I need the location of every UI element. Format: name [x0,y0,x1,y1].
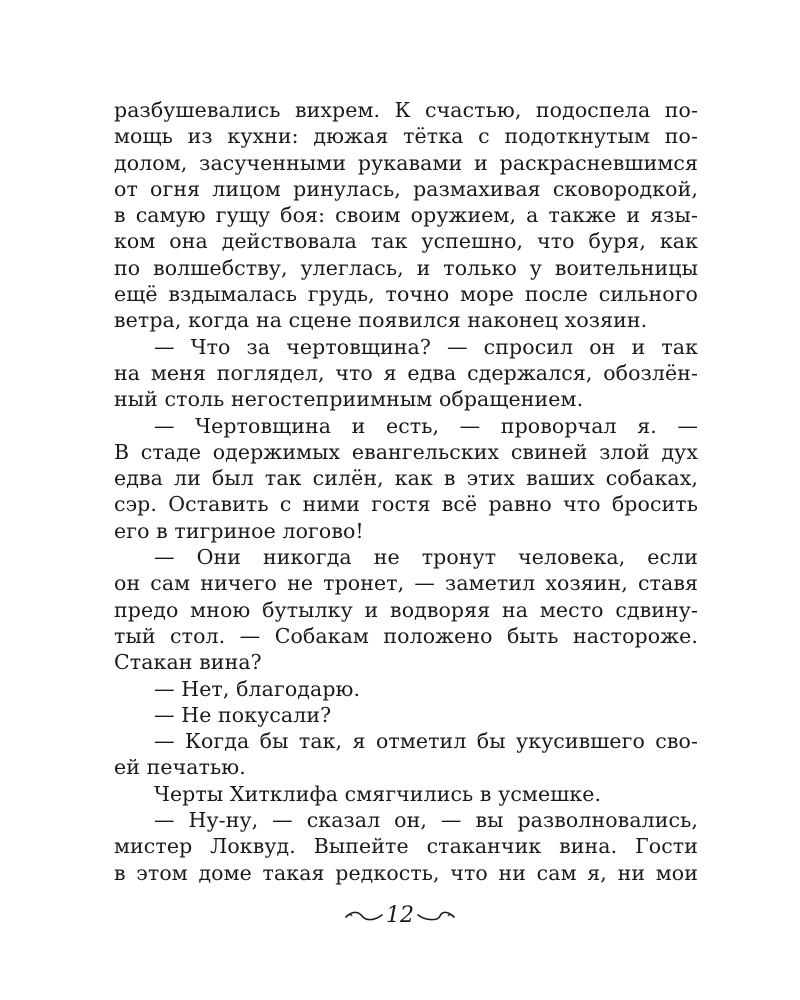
page-folio [330,898,470,934]
text-line: по волшебству, улеглась, и только у воительницы [114,255,698,280]
text-line: Черты Хитклифа смягчились в усмешке. [154,781,602,806]
text-line: ещё вздымалась грудь, точно море после сильного [114,282,698,307]
text-line: — Не покусали? [154,702,332,727]
text-line: — Что за чертовщина? — спросил он и так [154,334,698,359]
text-line: от огня лицом ринулась, размахивая сковородкой, [114,176,698,201]
text-line: — Они никогда не тронут человека, если [154,545,698,570]
text-line: ный столь негостеприимным обращением. [114,387,584,412]
text-line: — Чертовщина и есть, — проворчал я. — [154,413,698,438]
text-line: он сам ничего не тронет, — заметил хозяин, ставя [114,571,698,596]
text-line: мистер Локвуд. Выпейте стаканчик вина. Гости [114,834,698,859]
text-line: Стакан вина? [114,650,262,675]
text-line: — Ну-ну, — сказал он, — вы разволновались, [154,808,698,833]
text-line: ей печатью. [114,755,246,780]
text-line: В стаде одержимых евангельских свиней злой дух [114,439,698,464]
flourish-right-icon [416,908,456,924]
text-line: в этом доме такая редкость, что ни сам я, ни мои [114,860,698,885]
text-line: долом, засученными рукавами и раскрасневшимся [114,150,698,175]
text-line: на меня поглядел, что я едва сдержался, обозлён- [114,360,698,385]
text-line: его в тигриное логово! [114,518,364,543]
text-line: мощь из кухни: дюжая тётка с подоткнутым по- [114,124,698,149]
text-line: тый стол. — Собакам положено быть настороже. [114,623,698,648]
text-line: предо мною бутылку и водворяя на место сдвину- [114,597,698,622]
text-line: разбушевались вихрем. К счастью, подоспела по- [114,98,698,122]
text-line: — Нет, благодарю. [154,676,361,701]
text-line: — Когда бы так, я отметил бы укусившего сво- [154,729,698,754]
page-number: 12 [386,903,414,928]
text-line: ветра, когда на сцене появился наконец хозяин. [114,308,648,333]
text-line: ком она действовала так успешно, что буря, как [114,229,698,254]
text-line: в самую гущу боя: своим оружием, а также и язы- [114,203,698,228]
text-line: сэр. Оставить с ними гостя всё равно что бросить [114,492,698,517]
text-line: едва ли был так силён, как в этих ваших собаках, [114,466,698,491]
body-text [114,97,698,886]
